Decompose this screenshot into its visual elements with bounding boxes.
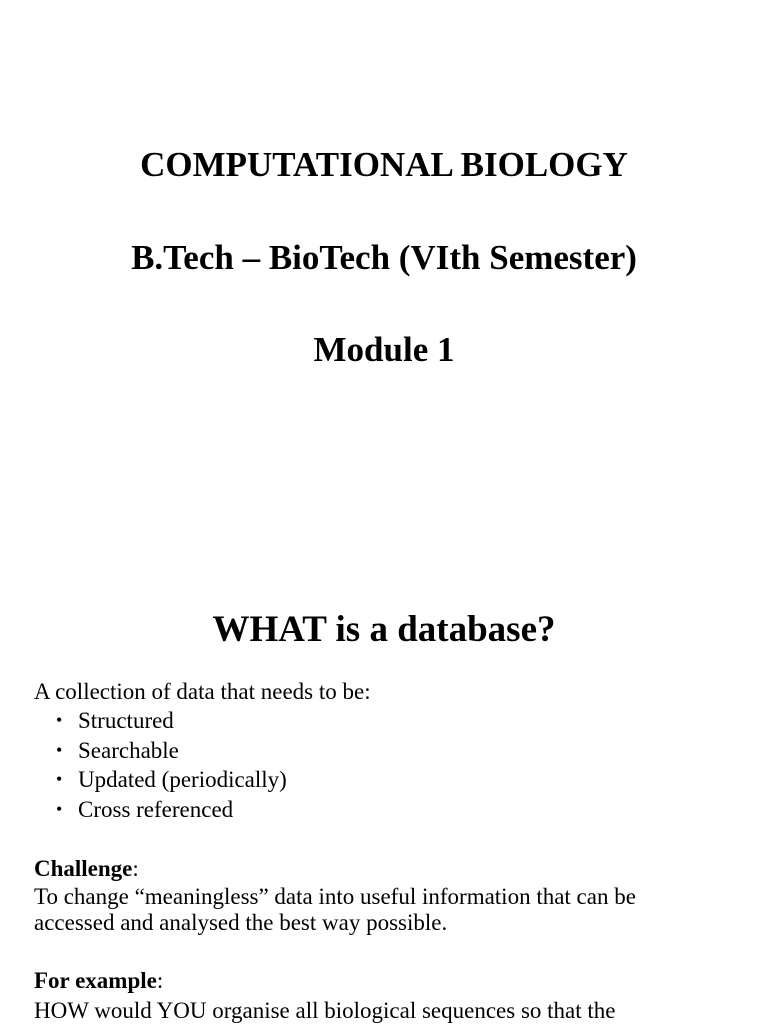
list-item (56, 708, 287, 738)
challenge-line: To change “meaningless” data into useful information that can be (34, 884, 636, 909)
list-item (56, 767, 287, 797)
challenge-text (34, 884, 636, 936)
list-item (56, 797, 287, 827)
bullet-icon: • (56, 798, 63, 819)
list-item-text: Structured (78, 708, 174, 733)
bullet-icon: • (56, 739, 63, 760)
slide-title: COMPUTATIONAL BIOLOGY (140, 145, 628, 184)
bullet-icon: • (56, 710, 63, 730)
list-item-text: Cross referenced (78, 796, 234, 822)
challenge-line: accessed and analysed the best way possible. (34, 910, 448, 935)
example-colon: : (156, 968, 164, 993)
list-item-text: Searchable (78, 737, 179, 763)
module-label: Module 1 (313, 330, 455, 369)
intro-text: A collection of data that needs to be: (34, 679, 371, 704)
challenge-label-text: Challenge (34, 856, 133, 881)
bullet-icon: • (56, 769, 63, 789)
example-label-text: For example (34, 968, 157, 993)
example-line: HOW would YOU organise all biological sequences so that the (34, 998, 616, 1023)
example-label (34, 968, 163, 994)
course-subtitle: B.Tech – BioTech (VIth Semester) (131, 238, 637, 277)
example-text (34, 998, 615, 1024)
challenge-label (34, 856, 139, 882)
list-item (56, 738, 287, 768)
bullet-list (56, 708, 287, 826)
challenge-colon: : (132, 856, 139, 881)
section-heading: WHAT is a database? (212, 609, 556, 650)
list-item-text: Updated (periodically) (78, 767, 287, 792)
